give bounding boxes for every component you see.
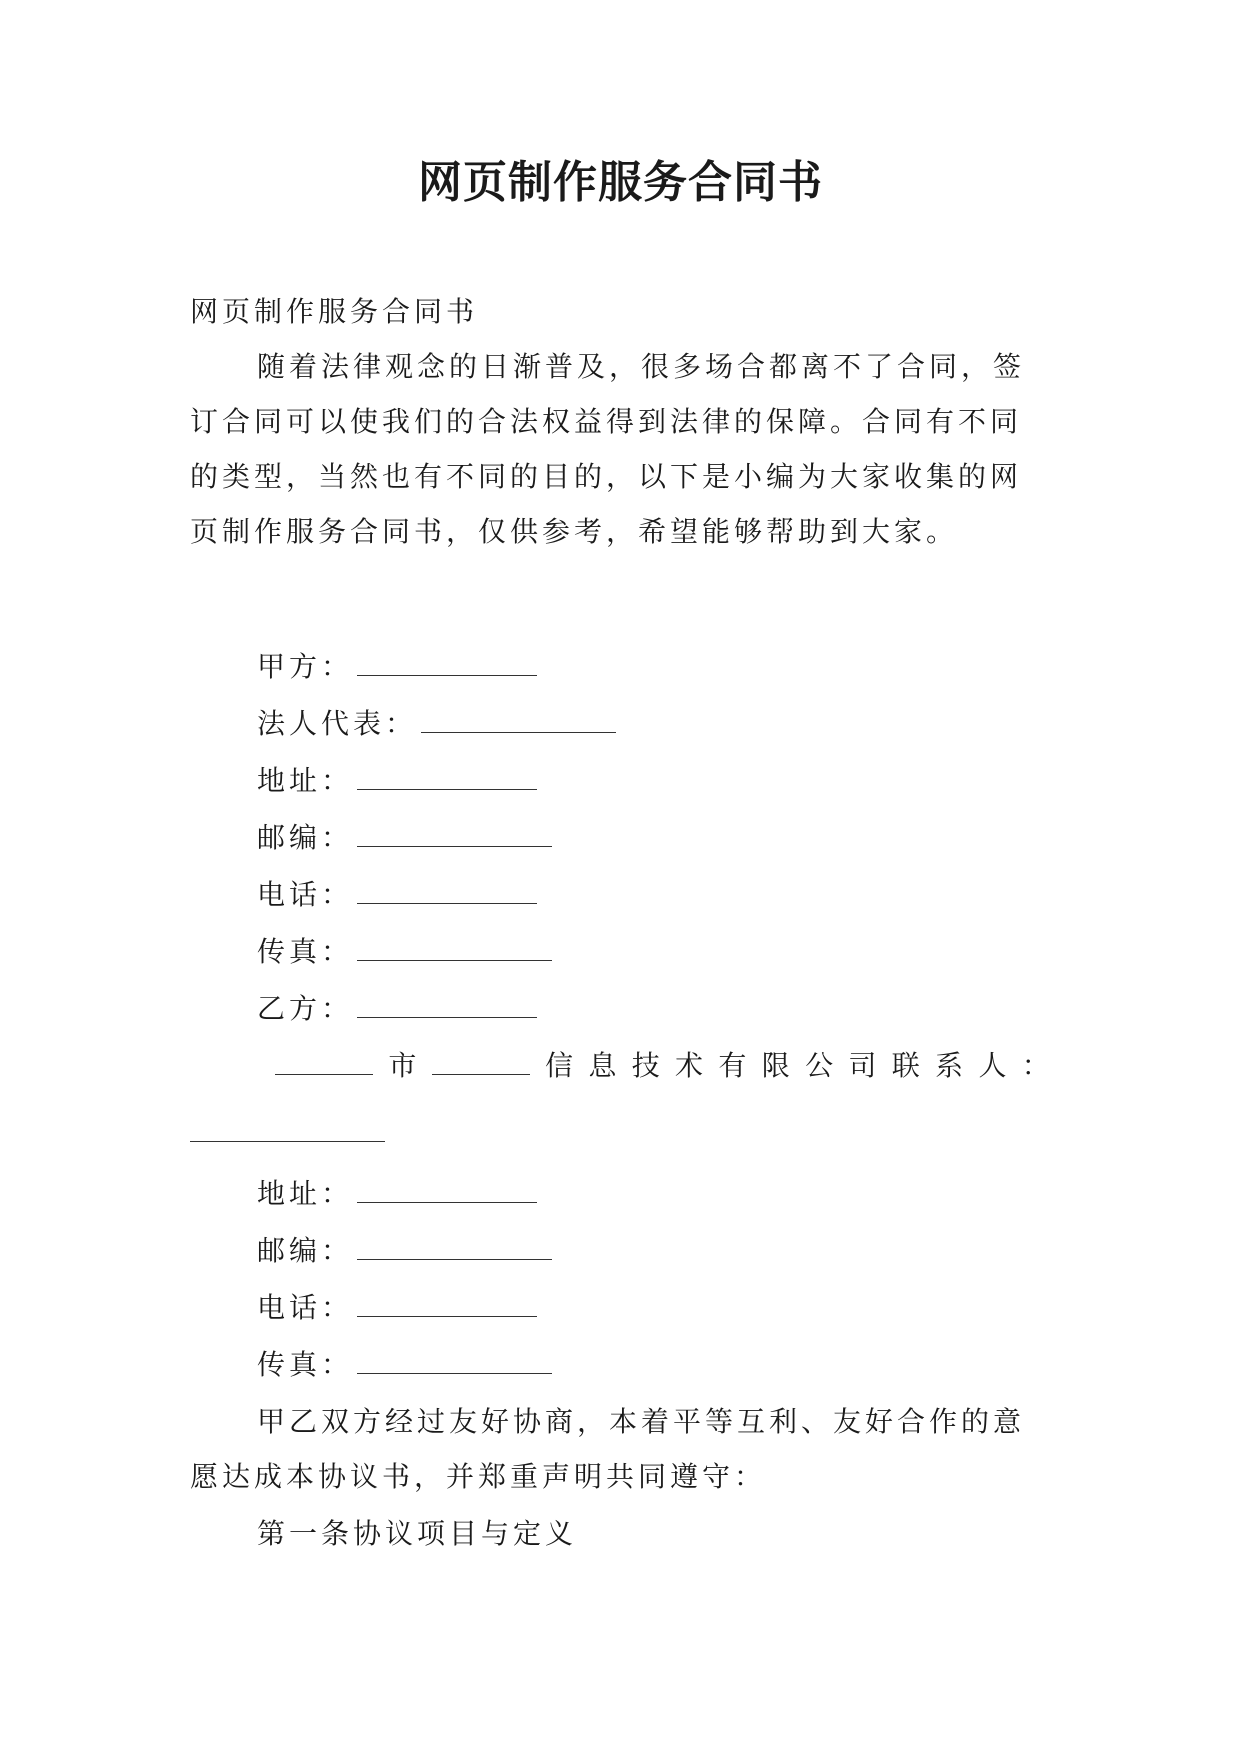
party-a-name-row bbox=[257, 645, 537, 689]
party-b-postcode-label: 邮编： bbox=[257, 1234, 354, 1267]
company-char: 术 bbox=[675, 1049, 704, 1082]
party-a-postcode-row bbox=[257, 816, 552, 860]
party-a-rep-label: 法人代表： bbox=[257, 707, 418, 740]
party-a-phone-blank bbox=[357, 902, 537, 904]
party-b-fax-label: 传真： bbox=[257, 1348, 354, 1381]
company-char: 司 bbox=[848, 1049, 877, 1082]
party-a-fax-blank bbox=[357, 959, 552, 961]
contact-person-blank bbox=[190, 1140, 385, 1142]
party-a-fax-label: 传真： bbox=[257, 935, 354, 968]
company-char: 系 bbox=[935, 1049, 964, 1082]
party-a-phone-row bbox=[257, 873, 537, 917]
party-a-rep-blank bbox=[421, 731, 616, 733]
intro-line-4: 页制作服务合同书，仅供参考，希望能够帮助到大家。 bbox=[190, 515, 959, 548]
company-char: 有 bbox=[718, 1049, 747, 1082]
company-char: 技 bbox=[631, 1049, 660, 1082]
company-char: ： bbox=[1021, 1049, 1050, 1082]
party-b-phone-row bbox=[257, 1286, 537, 1330]
party-b-fax-row bbox=[257, 1343, 552, 1387]
company-char: 人 bbox=[978, 1049, 1007, 1082]
party-a-address-blank bbox=[357, 788, 537, 790]
party-b-phone-blank bbox=[357, 1315, 537, 1317]
city-blank bbox=[275, 1073, 373, 1075]
party-b-phone-label: 电话： bbox=[257, 1291, 354, 1324]
party-a-rep-row bbox=[257, 702, 616, 746]
party-b-address-blank bbox=[357, 1201, 537, 1203]
party-b-postcode-row bbox=[257, 1229, 552, 1273]
party-a-name-label: 甲方： bbox=[257, 650, 354, 683]
company-char: 信 bbox=[545, 1049, 574, 1082]
party-b-name-row bbox=[257, 987, 537, 1031]
agreement-line-2: 愿达成本协议书，并郑重声明共同遵守： bbox=[190, 1460, 767, 1493]
party-b-name-blank bbox=[357, 1016, 537, 1018]
party-b-postcode-blank bbox=[357, 1258, 552, 1260]
intro-line-3: 的类型，当然也有不同的目的，以下是小编为大家收集的网 bbox=[190, 460, 1023, 493]
company-char: 市 bbox=[388, 1049, 417, 1082]
company-char: 联 bbox=[891, 1049, 920, 1082]
party-a-phone-label: 电话： bbox=[257, 878, 354, 911]
company-char: 限 bbox=[761, 1049, 790, 1082]
party-b-address-row bbox=[257, 1172, 537, 1216]
party-a-postcode-label: 邮编： bbox=[257, 821, 354, 854]
party-a-address-label: 地址： bbox=[257, 764, 354, 797]
party-b-company-row bbox=[275, 1044, 1050, 1088]
party-a-postcode-blank bbox=[357, 845, 552, 847]
company-name-blank bbox=[432, 1073, 530, 1075]
company-char: 公 bbox=[805, 1049, 834, 1082]
party-a-address-row bbox=[257, 759, 537, 803]
article-1-heading: 第一条协议项目与定义 bbox=[257, 1517, 578, 1550]
subtitle: 网页制作服务合同书 bbox=[190, 295, 479, 328]
intro-line-1: 随着法律观念的日渐普及，很多场合都离不了合同，签 bbox=[257, 350, 1026, 383]
party-a-fax-row bbox=[257, 930, 552, 974]
company-char: 息 bbox=[588, 1049, 617, 1082]
document-title: 网页制作服务合同书 bbox=[418, 157, 823, 208]
party-b-address-label: 地址： bbox=[257, 1177, 354, 1210]
agreement-line-1: 甲乙双方经过友好协商，本着平等互利、友好合作的意 bbox=[257, 1405, 1026, 1438]
party-b-name-label: 乙方： bbox=[257, 992, 354, 1025]
party-b-fax-blank bbox=[357, 1372, 552, 1374]
intro-line-2: 订合同可以使我们的合法权益得到法律的保障。合同有不同 bbox=[190, 405, 1023, 438]
party-a-name-blank bbox=[357, 674, 537, 676]
